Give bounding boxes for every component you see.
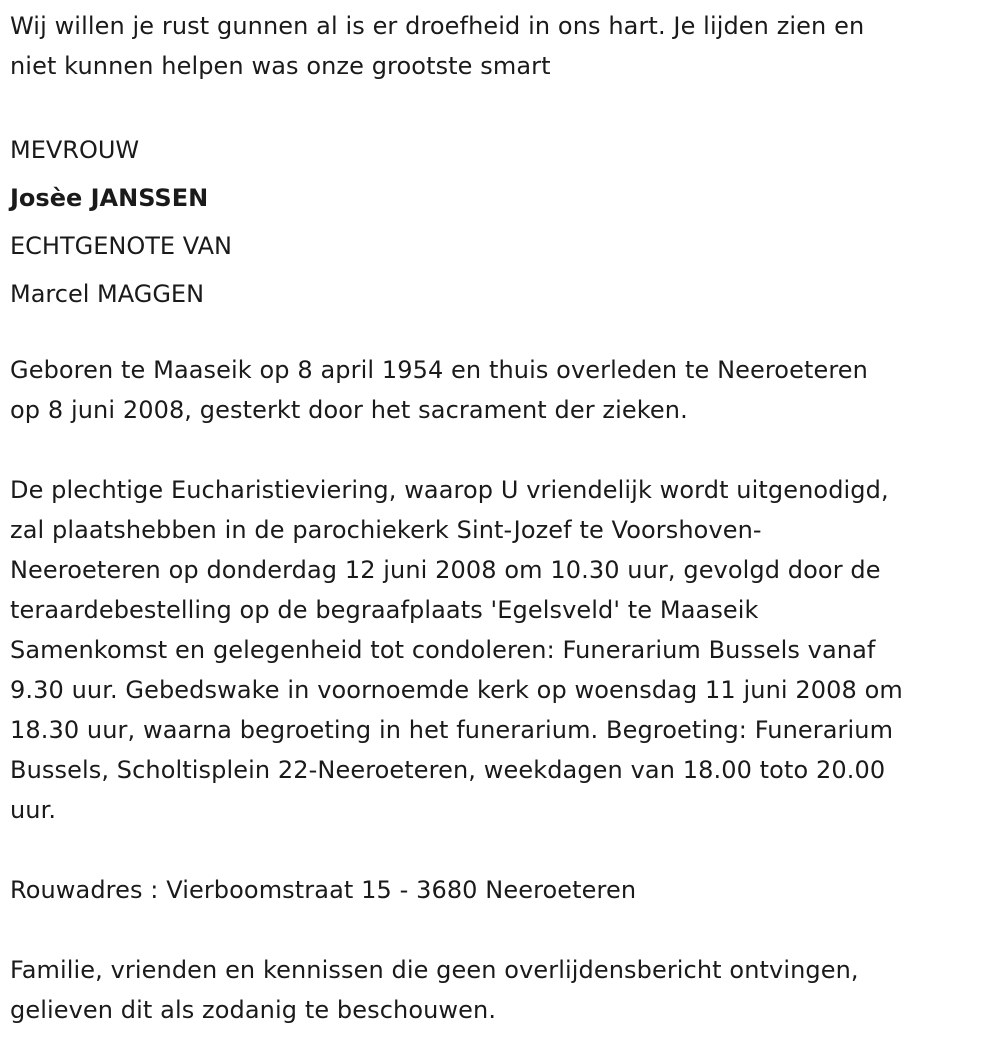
closing-line: gelieven dit als zodanig te beschouwen. [10, 996, 497, 1024]
spacer [10, 830, 995, 870]
spacer [10, 318, 995, 350]
obituary-text [10, 0, 995, 1030]
ceremony-line: teraardebestelling op de begraafplaats 'Egelsveld' te Maaseik [10, 596, 759, 624]
ceremony-line: uur. [10, 796, 57, 824]
birth-death-line: Geboren te Maaseik op 8 april 1954 en thuis overleden te Neeroeteren [10, 356, 868, 384]
spacer [10, 910, 995, 950]
deceased-name: Josèe JANSSEN [10, 184, 209, 212]
intro-line: Wij willen je rust gunnen al is er droefheid in ons hart. Je lijden zien en [10, 12, 865, 40]
spacer [10, 86, 995, 126]
ceremony-line: zal plaatshebben in de parochiekerk Sint-Jozef te Voorshoven- [10, 516, 762, 544]
ceremony-line: 9.30 uur. Gebedswake in voornoemde kerk op woensdag 11 juni 2008 om [10, 676, 903, 704]
ceremony-line: De plechtige Eucharistieviering, waarop U vriendelijk wordt uitgenodigd, [10, 476, 889, 504]
mourning-address: Rouwadres : Vierboomstraat 15 - 3680 Neeroeteren [10, 876, 637, 904]
birth-death-line: op 8 juni 2008, gesterkt door het sacrament der zieken. [10, 396, 688, 424]
closing-line: Familie, vrienden en kennissen die geen overlijdensbericht ontvingen, [10, 956, 859, 984]
ceremony-line: Neeroeteren op donderdag 12 juni 2008 om 10.30 uur, gevolgd door de [10, 556, 881, 584]
title-prefix: MEVROUW [10, 136, 140, 164]
spouse-name: Marcel MAGGEN [10, 280, 205, 308]
ceremony-line: 18.30 uur, waarna begroeting in het funerarium. Begroeting: Funerarium [10, 716, 894, 744]
spacer [10, 430, 995, 470]
ceremony-line: Bussels, Scholtisplein 22-Neeroeteren, weekdagen van 18.00 toto 20.00 [10, 756, 886, 784]
intro-line: niet kunnen helpen was onze grootste smart [10, 52, 551, 80]
relation-label: ECHTGENOTE VAN [10, 232, 232, 260]
ceremony-line: Samenkomst en gelegenheid tot condoleren: Funerarium Bussels vanaf [10, 636, 876, 664]
